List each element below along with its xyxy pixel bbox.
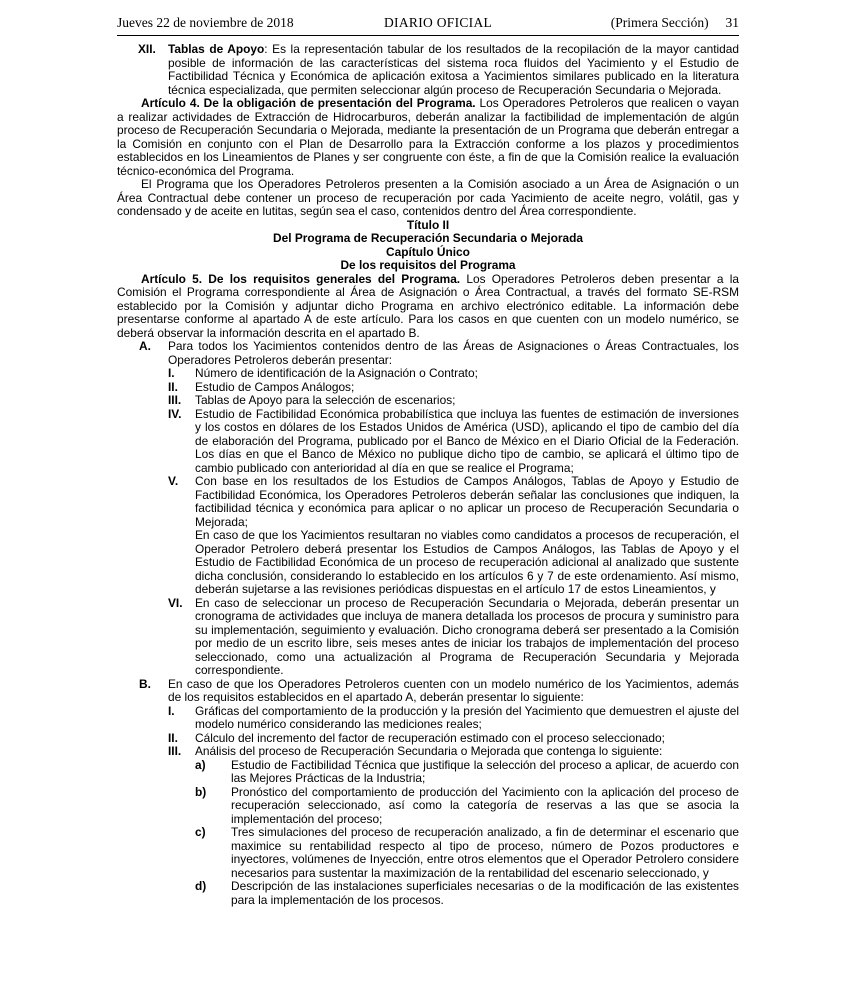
list-item (168, 408, 739, 476)
header-section: (Primera Sección) (610, 15, 709, 30)
section-text: En caso de que los Operadores Petroleros cuenten con un modelo numérico de los Yacimientos, además de los requisitos establecidos en el apartado A, deberán presentar lo siguiente: (168, 676, 739, 704)
article-4 (117, 97, 739, 178)
header-page-number: 31 (725, 15, 739, 30)
header-section-page (611, 14, 739, 32)
defined-term: Tablas de Apoyo (168, 42, 265, 56)
section-b-subitems (117, 759, 739, 908)
list-item (168, 367, 739, 381)
subitem-text: Tres simulaciones del proceso de recuperación analizado, a fin de determinar el escenario que maximice su rentabilidad respecto al tipo de proceso, número de Pozos productores e inyectores, volúmenes de Inyección, entre otros elementos que el Operador Petrolero considere necesarios para sustentar la maximización de la rentabilidad del escenario seleccionado, y (231, 825, 739, 880)
item-marker: II. (168, 730, 178, 745)
item-text: Estudio de Campos Análogos; (195, 379, 355, 394)
title-heading: Título II (406, 217, 450, 232)
chapter-heading: Capítulo Único (386, 244, 470, 259)
item-marker: III. (168, 744, 182, 758)
sub-item (195, 759, 739, 786)
item-marker: III. (168, 393, 182, 407)
item-text: Cálculo del incremento del factor de recuperación estimado con el proceso seleccionado; (195, 730, 665, 745)
item-text: Gráficas del comportamiento de la producción y la presión del Yacimiento que demuestren el ajuste del modelo numérico considerando las mediciones reales; (195, 703, 739, 731)
article-heading: Artículo 5. De los requisitos generales del Programa. (141, 271, 461, 286)
section-b-items (117, 705, 739, 759)
item-marker: IV. (168, 406, 182, 421)
subitem-text: Estudio de Factibilidad Técnica que justifique la selección del proceso a aplicar, de acuerdo con las Mejores Prácticas de la Industria; (231, 757, 739, 785)
article-heading: Artículo 4. De la obligación de presentación del Programa. (141, 96, 476, 110)
subitem-text: Descripción de las instalaciones superficiales necesarias o de la modificación de las existentes para la implementación de los procesos. (231, 879, 739, 907)
item-text: Estudio de Factibilidad Económica probabilística que incluya las fuentes de estimación de inversiones y los costos en dólares de los Estados Unidos de América (USD), aplicando el tipo de cambio del día de elaboración del Programa, publicado por el Banco de México en el Diario Oficial de la Federación. Los días en que el Banco de México no publique dicho tipo de cambio, se aplicará el último tipo de cambio publicado con anterioridad al día en que se realice el Programa; (195, 406, 739, 475)
item-marker: V. (168, 474, 179, 488)
article-text: Los Operadores Petroleros que realicen o vayan a realizar actividades de Extracción de Hidrocarburos, deberán analizar la factibilidad de implementación de algún proceso de Recuperación Secundaria o Mejorada, mediante la presentación de un Programa que deberán entregar a la Comisión en conjunto con el Plan de Desarrollo para la Extracción conforme a los plazos y procedimientos establecidos en los Lineamientos de Planes y ser congruente con éste, a fin de que la Comisión realice la evaluación técnico-económica del Programa. (117, 96, 739, 178)
section-text: Para todos los Yacimientos contenidos dentro de las Áreas de Asignaciones o Áreas Contractuales, los Operadores Petroleros deberán presentar: (168, 339, 739, 367)
chapter-subheading: De los requisitos del Programa (340, 258, 516, 272)
section-a (117, 340, 739, 367)
article-5 (117, 273, 739, 341)
header-date: Jueves 22 de noviembre de 2018 (117, 15, 294, 30)
item-marker: I. (168, 703, 175, 718)
item-text: Tablas de Apoyo para la selección de escenarios; (195, 393, 456, 407)
section-b (117, 678, 739, 705)
list-item (168, 732, 739, 746)
header-rule (117, 35, 739, 36)
subitem-marker: c) (195, 825, 206, 839)
item-text: En caso de seleccionar un proceso de Recuperación Secundaria o Mejorada, deberán presentar un cronograma de actividades que incluya de manera detallada los procesos de procura y suministro para su implementación, seguimiento y evaluación. Dicho cronograma deberá ser presentado a la Comisión por medio de un escrito libre, seis meses antes de iniciar los trabajos de implementación del proceso seleccionado, como una actualización al Programa de Recuperación Secundaria y Mejorada correspondiente. (195, 595, 739, 677)
item-marker: I. (168, 366, 175, 380)
section-marker: A. (139, 339, 151, 353)
subitem-marker: b) (195, 784, 207, 799)
item-continuation: En caso de que los Yacimientos resultaran no viables como candidatos a procesos de recuperación, el Operador Petrolero deberá presentar los Estudios de Campos Análogos, las Tablas de Apoyo y el Estudio de Factibilidad Económica de un proceso de recuperación adicional al analizado que sustente dicha conclusión, considerando lo establecido en los artículos 6 y 7 de este ordenamiento. Así mismo, deberán sujetarse a las revisiones periódicas dispuestas en el artículo 17 de estos Lineamientos, y (195, 528, 739, 596)
subitem-marker: d) (195, 879, 207, 893)
item-text: Número de identificación de la Asignación o Contrato; (195, 366, 478, 380)
fraction-text: : Es la representación tabular de los resultados de la recopilación de la mayor cantidad posible de información de las características del sistema roca fluidos del Yacimiento y el Estudio de Factibilidad Técnica y Económica de aplicación exitosa a Yacimientos similares publicado en la literatura técnica especializada, que permiten seleccionar algún proceso de Recuperación Secundaria o Mejorada. (168, 42, 739, 97)
item-text: Con base en los resultados de los Estudios de Campos Análogos, Tablas de Apoyo y Estudio de Factibilidad Económica, los Operadores Petroleros deberán señalar las conclusiones que indiquen, la factibilidad técnica y económica para aplicar o no aplicar un proceso de Recuperación Secundaria o Mejorada; (195, 474, 739, 529)
list-item (168, 745, 739, 759)
item-text: Análisis del proceso de Recuperación Secundaria o Mejorada que contenga lo siguiente: (195, 744, 663, 758)
list-item (168, 381, 739, 395)
list-item (168, 475, 739, 529)
list-item (168, 394, 739, 408)
article-text: Los Operadores Petroleros deben presentar a la Comisión el Programa correspondiente al Área de Asignación o Área Contractual, a través del formato SE-RSM establecido por la Comisión y adjuntar dicho Programa en archivo electrónico editable. La información debe presentarse conforme al apartado A de este artículo. Para los casos en que cuenten con un modelo numérico, se deberá observar la información descrita en el apartado B. (117, 271, 740, 340)
item-marker: VI. (168, 595, 183, 610)
fraction-marker: XII. (138, 42, 156, 56)
sub-item (195, 880, 739, 907)
section-a-items (117, 367, 739, 529)
list-item (168, 597, 739, 678)
fraction-xii (117, 43, 739, 97)
subitem-marker: a) (195, 757, 206, 772)
article-4-paragraph: El Programa que los Operadores Petroleros presenten a la Comisión asociado a un Área de Asignación o un Área Contractual debe contener un proceso de recuperación por cada Yacimiento de aceite negro, volátil, gas y condensado y de aceite en lutitas, según sea el caso, contenidos dentro del Área correspondiente. (117, 177, 739, 218)
sub-item (195, 786, 739, 827)
sub-item (195, 826, 739, 880)
list-item (168, 705, 739, 732)
item-marker: II. (168, 379, 178, 394)
subitem-text: Pronóstico del comportamiento de producción del Yacimiento con la aplicación del proceso de recuperación seleccionado, así como la categoría de reservas a las que se asocia la implementación del proceso; (231, 784, 739, 826)
header-title: DIARIO OFICIAL (384, 15, 493, 30)
running-header (117, 14, 739, 32)
body-text (117, 43, 739, 907)
section-marker: B. (139, 676, 151, 691)
title-subheading: Del Programa de Recuperación Secundaria o Mejorada (273, 231, 583, 245)
